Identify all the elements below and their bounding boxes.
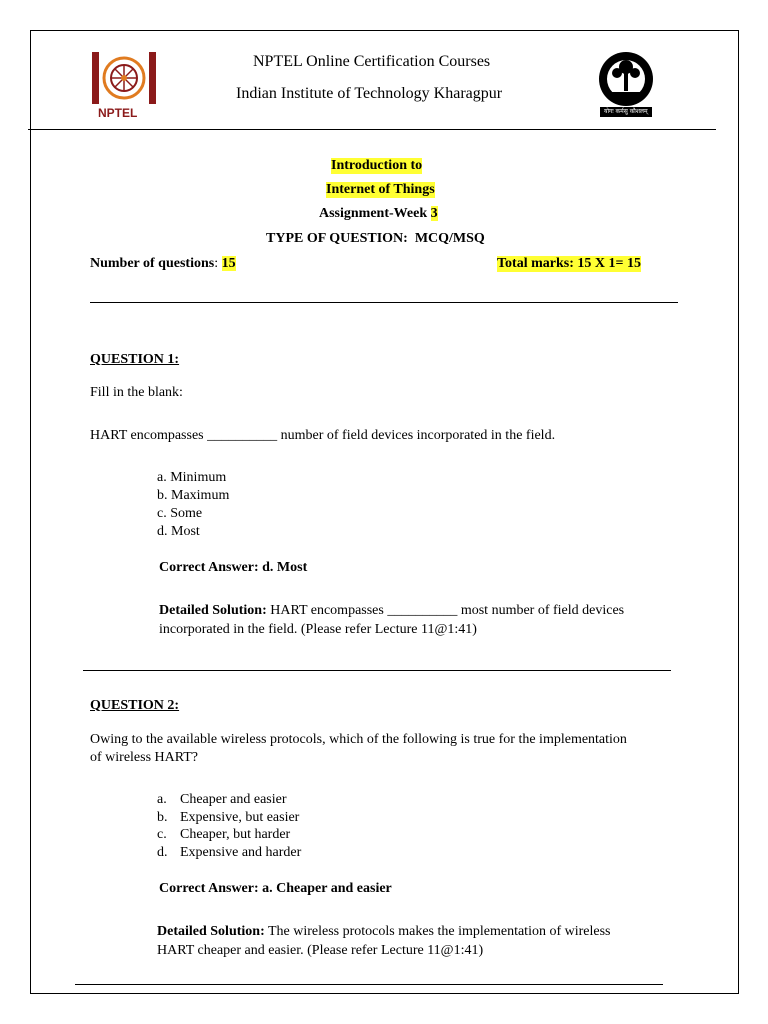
question-2-option-b — [157, 810, 299, 826]
header-divider — [28, 129, 716, 130]
question-2-text-line-1: Owing to the available wireless protocols, which of the following is true for the implementation — [90, 732, 627, 747]
course-title-line-1: Introduction to — [331, 158, 423, 173]
question-2-option-d — [157, 845, 301, 861]
question-2-heading: QUESTION 2: — [90, 698, 180, 713]
question-2-text-line-2: of wireless HART? — [90, 750, 199, 765]
question-1-heading: QUESTION 1: — [90, 352, 180, 367]
title-divider — [90, 302, 678, 303]
seal-motto: योगः कर्मसु कौशलम् — [604, 108, 648, 115]
num-questions-sep: : — [214, 256, 222, 271]
assignment-week — [319, 206, 438, 222]
option-letter: a. — [157, 792, 167, 807]
question-2-solution-label: Detailed Solution: — [157, 924, 265, 939]
question-1-option-c: c. Some — [157, 506, 203, 521]
nptel-logo — [90, 50, 158, 122]
question-1-option-d: d. Most — [157, 524, 200, 539]
page-border — [30, 30, 739, 994]
num-questions-label: Number of questions — [90, 256, 215, 271]
question-1-intro: Fill in the blank: — [90, 385, 183, 400]
option-letter: d. — [157, 845, 168, 860]
question-1-solution-line-1 — [159, 603, 624, 619]
question-1-solution-label: Detailed Solution: — [159, 603, 267, 618]
question-2-option-a — [157, 792, 287, 808]
question-2-correct-answer: Correct Answer: a. Cheaper and easier — [159, 881, 392, 896]
header-line-2: Indian Institute of Technology Kharagpur — [236, 85, 503, 102]
question-2-solution-line-1 — [157, 924, 611, 940]
question-2-solution-text: The wireless protocols makes the implementation of wireless — [264, 924, 611, 939]
question-1-text: HART encompasses __________ number of field devices incorporated in the field. — [90, 428, 556, 443]
course-title-line-2: Internet of Things — [326, 182, 435, 197]
question-1-solution-text: HART encompasses __________ most number of field devices — [266, 603, 625, 618]
question-2-divider — [75, 984, 663, 985]
number-of-questions — [90, 256, 236, 272]
question-1-option-a: a. Minimum — [157, 470, 227, 485]
assignment-label: Assignment-Week — [319, 206, 431, 221]
option-text: Expensive and harder — [180, 845, 302, 860]
header-line-1: NPTEL Online Certification Courses — [253, 53, 491, 70]
assignment-week-number: 3 — [430, 206, 438, 221]
option-text: Expensive, but easier — [180, 810, 300, 825]
option-text: Cheaper, but harder — [180, 827, 291, 842]
iit-kharagpur-seal — [592, 47, 660, 121]
question-2-option-c — [157, 827, 290, 843]
total-marks: Total marks: 15 X 1= 15 — [497, 256, 641, 271]
option-letter: c. — [157, 827, 167, 842]
num-questions-value: 15 — [221, 256, 236, 271]
question-1-correct-answer: Correct Answer: d. Most — [159, 560, 308, 575]
nptel-logo-text: NPTEL — [98, 106, 138, 120]
option-text: Cheaper and easier — [180, 792, 287, 807]
question-type: TYPE OF QUESTION: MCQ/MSQ — [266, 231, 485, 246]
question-2-solution-line-2: HART cheaper and easier. (Please refer Lecture 11@1:41) — [157, 943, 484, 958]
question-1-solution-line-2: incorporated in the field. (Please refer Lecture 11@1:41) — [159, 622, 477, 637]
question-1-option-b: b. Maximum — [157, 488, 230, 503]
question-1-divider — [83, 670, 671, 671]
option-letter: b. — [157, 810, 168, 825]
